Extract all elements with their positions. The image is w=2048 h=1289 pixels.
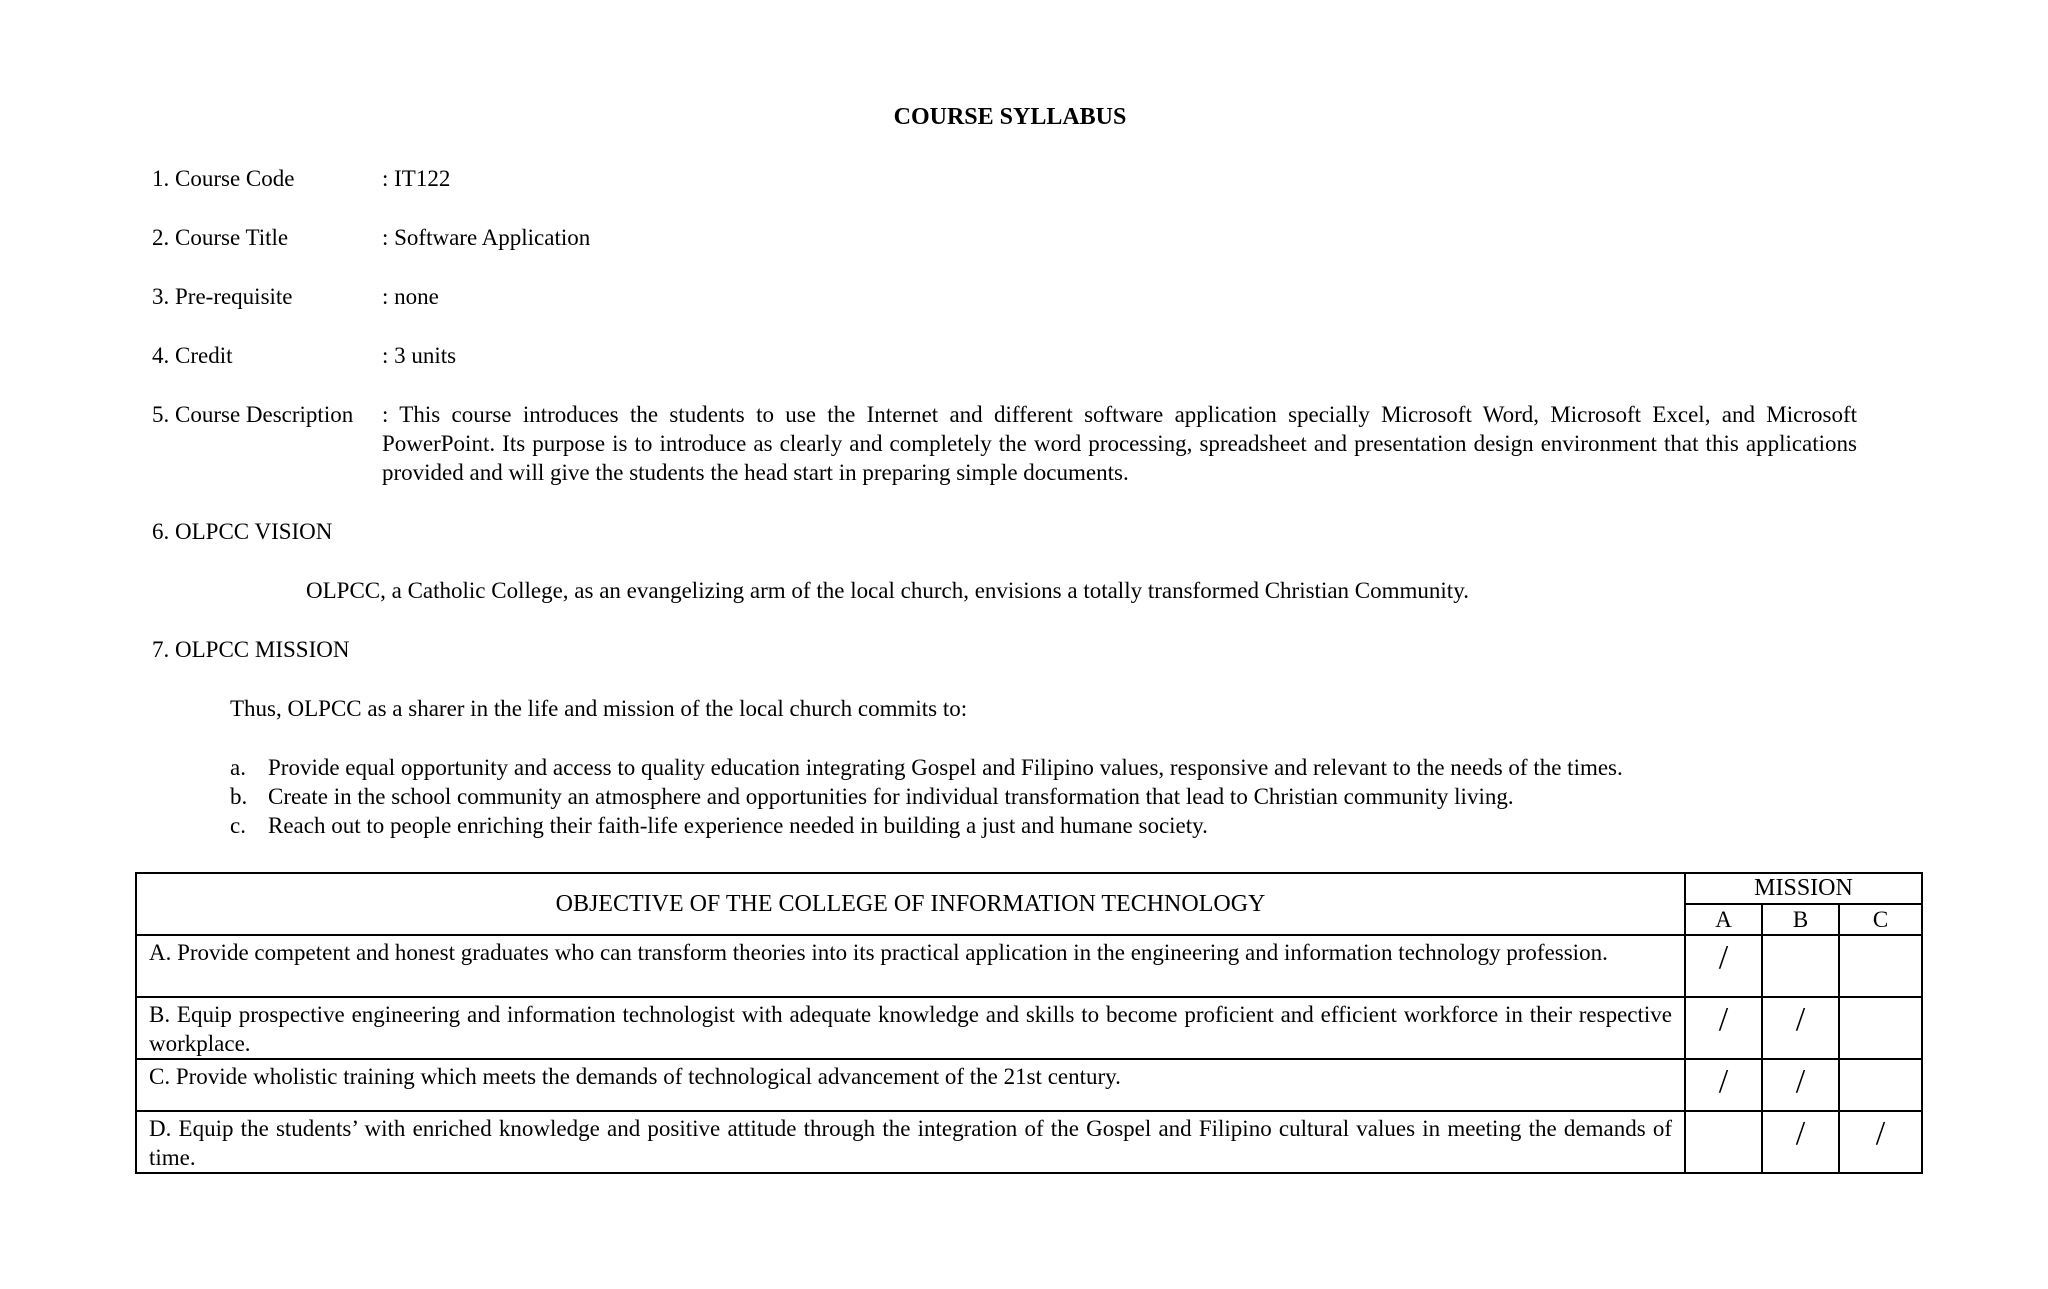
- vision-text: OLPCC, a Catholic College, as an evangelizing arm of the local church, envisions a totally transformed Christian Community.: [306, 578, 1469, 603]
- objectives-table: [135, 872, 1923, 1174]
- objectives-header-row: [136, 873, 1922, 904]
- check-cell: [1685, 1111, 1762, 1173]
- course-description-text: : This course introduces the students to use the Internet and different software application specially Microsoft Word, Microsoft Excel, and Microsoft PowerPoint. Its purpose is to introduce as clearly and completely the word processing, spreadsheet and presentation design environment that this applications provided and will give the students the head start in preparing simple documents.: [382, 402, 1857, 485]
- prerequisite-value: : none: [382, 284, 439, 309]
- mission-item-marker: c.: [230, 813, 246, 838]
- mission-item-c: [230, 811, 1623, 840]
- table-row: [136, 935, 1922, 997]
- mission-heading: 7. OLPCC MISSION: [152, 637, 350, 662]
- check-cell: [1762, 1111, 1839, 1173]
- course-code-value: : IT122: [382, 166, 451, 191]
- mission-item-text: Provide equal opportunity and access to quality education integrating Gospel and Filipino values, responsive and relevant to the needs of the times.: [268, 755, 1623, 780]
- check-mark: /: [1718, 939, 1729, 976]
- check-mark: /: [1718, 1063, 1729, 1100]
- mission-list: [230, 753, 1623, 840]
- check-mark: /: [1795, 1063, 1806, 1100]
- check-cell: [1839, 1111, 1922, 1173]
- mission-item-marker: b.: [230, 784, 248, 809]
- mission-item-marker: a.: [230, 755, 246, 780]
- mission-item-text: Reach out to people enriching their faith-life experience needed in building a just and humane society.: [268, 813, 1208, 838]
- mission-item-a: [230, 753, 1623, 782]
- table-row: [136, 1111, 1922, 1173]
- mission-col-b: B: [1762, 904, 1839, 935]
- mission-col-c: C: [1839, 904, 1922, 935]
- check-cell: [1839, 997, 1922, 1059]
- check-cell: [1762, 935, 1839, 997]
- check-cell: [1839, 935, 1922, 997]
- objective-text: C. Provide wholistic training which meets the demands of technological advancement of the 21st century.: [136, 1059, 1685, 1111]
- check-cell: [1685, 997, 1762, 1059]
- check-cell: [1762, 1059, 1839, 1111]
- check-mark: /: [1795, 1115, 1806, 1152]
- document-title: COURSE SYLLABUS: [893, 104, 1127, 130]
- course-title-label: 2. Course Title: [152, 225, 289, 250]
- table-row: [136, 1059, 1922, 1111]
- mission-column-header: MISSION: [1685, 873, 1922, 904]
- objective-text: A. Provide competent and honest graduates who can transform theories into its practical application in the engineering and information technology profession.: [136, 935, 1685, 997]
- check-cell: [1685, 1059, 1762, 1111]
- credit-label: 4. Credit: [152, 343, 233, 368]
- course-title-value: : Software Application: [382, 225, 591, 250]
- check-cell: [1762, 997, 1839, 1059]
- table-row: [136, 997, 1922, 1059]
- objective-text: B. Equip prospective engineering and information technologist with adequate knowledge and skills to become proficient and efficient workforce in their respective workplace.: [136, 997, 1685, 1059]
- check-mark: /: [1875, 1115, 1886, 1152]
- check-cell: [1685, 935, 1762, 997]
- mission-col-a: A: [1685, 904, 1762, 935]
- credit-value: : 3 units: [382, 343, 457, 368]
- course-description-label: 5. Course Description: [152, 402, 354, 427]
- objectives-header: OBJECTIVE OF THE COLLEGE OF INFORMATION TECHNOLOGY: [136, 873, 1685, 935]
- vision-heading: 6. OLPCC VISION: [152, 519, 333, 544]
- prerequisite-label: 3. Pre-requisite: [152, 284, 293, 309]
- course-code-label: 1. Course Code: [152, 166, 295, 191]
- mission-item-b: [230, 782, 1623, 811]
- objective-text: D. Equip the students’ with enriched knowledge and positive attitude through the integration of the Gospel and Filipino cultural values in meeting the demands of time.: [136, 1111, 1685, 1173]
- check-mark: /: [1795, 1001, 1806, 1038]
- mission-item-text: Create in the school community an atmosphere and opportunities for individual transformation that lead to Christian community living.: [268, 784, 1514, 809]
- mission-intro: Thus, OLPCC as a sharer in the life and mission of the local church commits to:: [230, 696, 968, 721]
- check-cell: [1839, 1059, 1922, 1111]
- check-mark: /: [1718, 1001, 1729, 1038]
